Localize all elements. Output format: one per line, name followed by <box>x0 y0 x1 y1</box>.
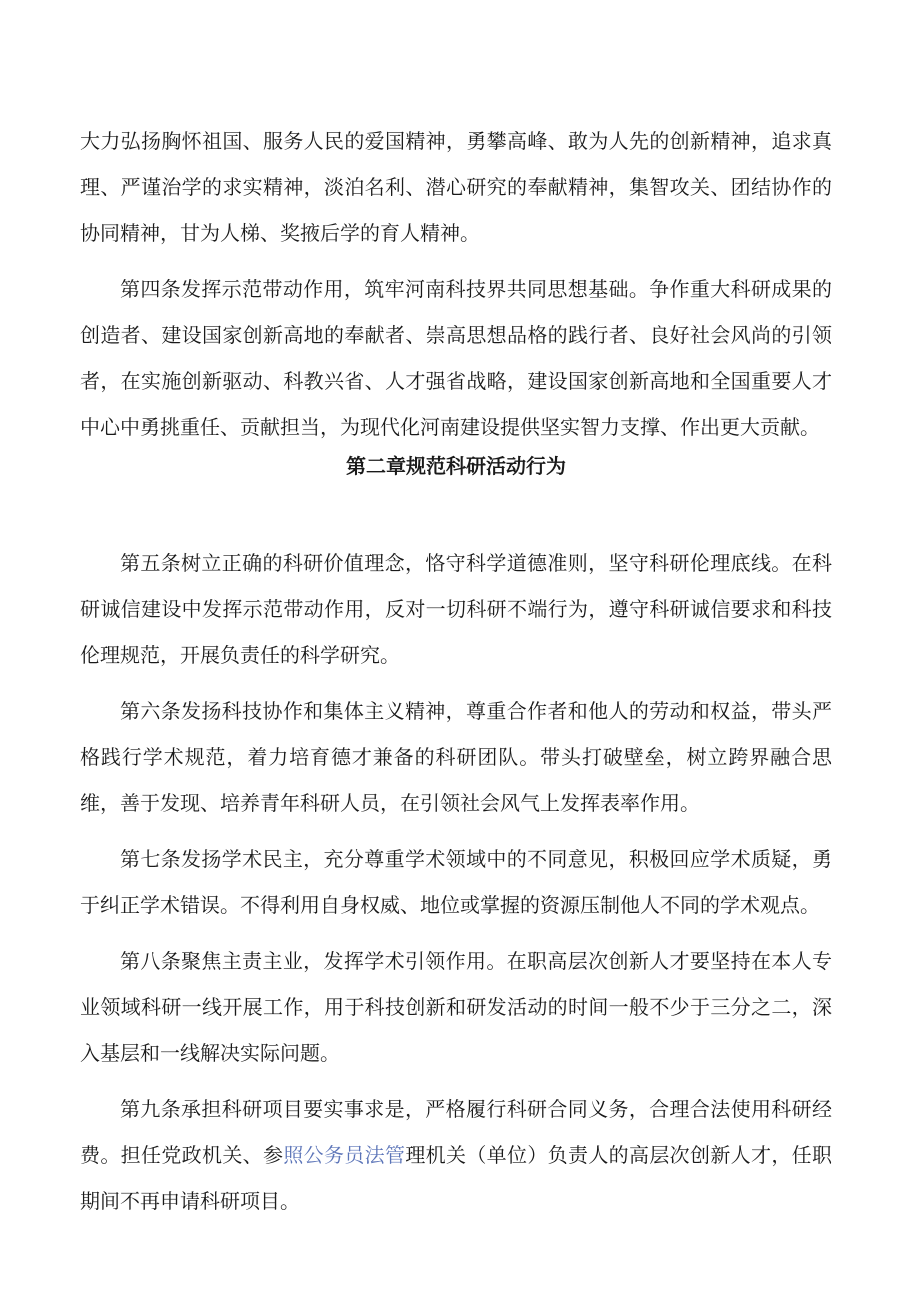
article-5: 第五条树立正确的科研价值理念，恪守科学道德准则，坚守科研伦理底线。在科研诚信建设中发挥示范带动作用，反对一切科研不端行为，遵守科研诚信要求和科技伦理规范，开展负责任的科学研究。 <box>80 551 832 667</box>
document-page <box>80 118 832 1234</box>
article-6: 第六条发扬科技协作和集体主义精神，尊重合作者和他人的劳动和权益，带头严格践行学术规范，着力培育德才兼备的科研团队。带头打破壁垒，树立跨界融合思维，善于发现、培养青年科研人员，在引领社会风气上发挥表率作用。 <box>80 699 832 815</box>
article-4: 第四条发挥示范带动作用，筑牢河南科技界共同思想基础。争作重大科研成果的创造者、建设国家创新高地的奉献者、崇高思想品格的践行者、良好社会风尚的引领者，在实施创新驱动、科教兴省、人才强省战略，建设国家创新高地和全国重要人才中心中勇挑重任、贡献担当，为现代化河南建设提供坚实智力支撑、作出更大贡献。 <box>80 277 832 439</box>
civil-servant-law-link[interactable]: 照公务员法管 <box>283 1143 406 1167</box>
article-9-text-before: 第九条承担科研项目要实事求是，严格履行科研合同义务，合理合法使用科研经费。担任党政机关、参 <box>80 1097 832 1167</box>
article-9 <box>80 1086 832 1224</box>
article-9-text-after: 理机关（单位）负责人的高层次创新人才，任职期间不再申请科研项目。 <box>80 1143 833 1213</box>
continuation-paragraph: 大力弘扬胸怀祖国、服务人民的爱国精神，勇攀高峰、敢为人先的创新精神，追求真理、严谨治学的求实精神，淡泊名利、潜心研究的奉献精神，集智攻关、团结协作的协同精神，甘为人梯、奖掖后学的育人精神。 <box>80 129 832 245</box>
article-8: 第八条聚焦主责主业，发挥学术引领作用。在职高层次创新人才要坚持在本人专业领域科研一线开展工作，用于科技创新和研发活动的时间一般不少于三分之二，深入基层和一线解决实际问题。 <box>80 949 832 1065</box>
chapter-2-title: 第二章规范科研活动行为 <box>346 454 566 478</box>
article-7: 第七条发扬学术民主，充分尊重学术领域中的不同意见，积极回应学术质疑，勇于纠正学术错误。不得利用自身权威、地位或掌握的资源压制他人不同的学术观点。 <box>80 847 832 917</box>
